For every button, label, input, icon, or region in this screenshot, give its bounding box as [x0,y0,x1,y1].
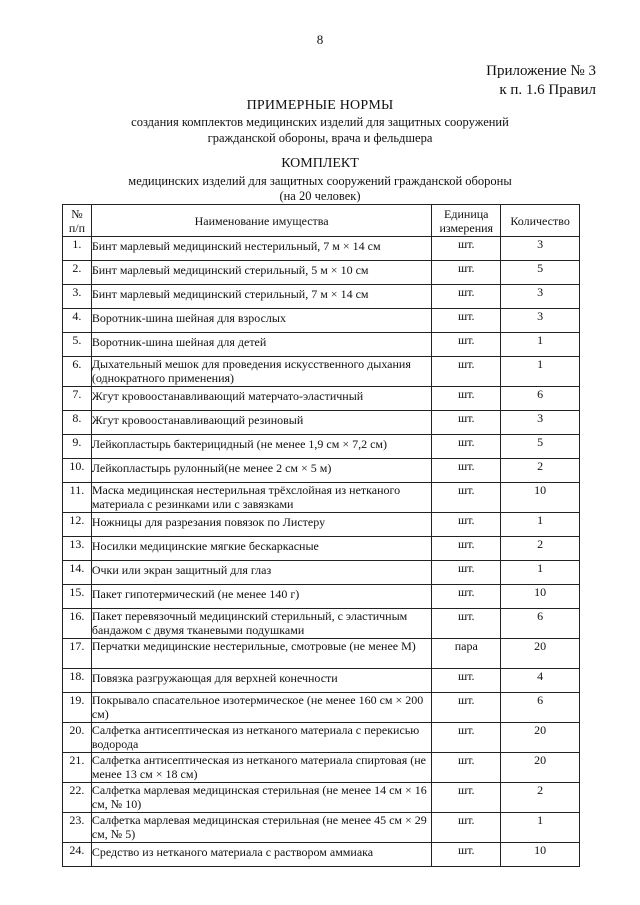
row-quantity: 1 [501,813,580,843]
table-row [63,639,580,669]
row-unit: шт. [432,537,501,561]
document-subtitle-line-2: гражданской обороны, врача и фельдшера [207,131,433,145]
row-item-name: Носилки медицинские мягкие бескаркасные [91,537,432,561]
row-number: 21. [63,753,92,783]
row-number: 13. [63,537,92,561]
table-row [63,483,580,513]
row-item-name: Салфетка марлевая медицинская стерильная (не менее 14 см × 16 см, № 10) [91,783,432,813]
row-number: 15. [63,585,92,609]
row-quantity: 2 [501,783,580,813]
row-item-name: Перчатки медицинские нестерильные, смотровые (не менее М) [91,639,432,669]
row-number: 17. [63,639,92,669]
row-unit: шт. [432,843,501,867]
row-quantity: 20 [501,753,580,783]
row-quantity: 10 [501,483,580,513]
table-body [63,237,580,867]
row-number: 4. [63,309,92,333]
row-quantity: 2 [501,537,580,561]
row-item-name: Жгут кровоостанавливающий матерчато-эластичный [91,387,432,411]
table-row [63,783,580,813]
header-name: Наименование имущества [91,205,432,237]
row-number: 7. [63,387,92,411]
row-quantity: 20 [501,723,580,753]
table-header-row [63,205,580,237]
row-number: 9. [63,435,92,459]
table-row [63,585,580,609]
table-row [63,459,580,483]
table-row [63,669,580,693]
row-unit: пара [432,639,501,669]
table-row [63,843,580,867]
table-row [63,723,580,753]
row-number: 20. [63,723,92,753]
table-row [63,537,580,561]
row-unit: шт. [432,333,501,357]
row-unit: шт. [432,669,501,693]
row-quantity: 1 [501,333,580,357]
kit-subtitle [0,174,640,204]
table-row [63,813,580,843]
header-unit [432,205,501,237]
row-unit: шт. [432,261,501,285]
row-unit: шт. [432,813,501,843]
row-quantity: 3 [501,309,580,333]
appendix-line-1: Приложение № 3 [486,63,596,79]
row-quantity: 10 [501,585,580,609]
row-number: 16. [63,609,92,639]
kit-subtitle-line-1: медицинских изделий для защитных сооружений гражданской обороны [128,174,512,188]
row-unit: шт. [432,459,501,483]
row-item-name: Бинт марлевый медицинский стерильный, 5 м × 10 см [91,261,432,285]
page-number: 8 [316,32,324,47]
row-unit: шт. [432,609,501,639]
row-item-name: Маска медицинская нестерильная трёхслойная из нетканого материала с резинками или с завязками [91,483,432,513]
row-item-name: Покрывало спасательное изотермическое (не менее 160 см × 200 см) [91,693,432,723]
table-row [63,693,580,723]
row-item-name: Жгут кровоостанавливающий резиновый [91,411,432,435]
row-unit: шт. [432,285,501,309]
row-item-name: Пакет гипотермический (не менее 140 г) [91,585,432,609]
table-row [63,513,580,537]
row-number: 10. [63,459,92,483]
row-item-name: Салфетка антисептическая из нетканого материала спиртовая (не менее 13 см × 18 см) [91,753,432,783]
table-row [63,609,580,639]
appendix-line-2: к п. 1.6 Правил [499,82,596,98]
kit-title: КОМПЛЕКТ [281,156,359,171]
kit-subtitle-line-2: (на 20 человек) [279,189,361,203]
row-unit: шт. [432,723,501,753]
row-unit: шт. [432,309,501,333]
header-number [63,205,92,237]
row-number: 2. [63,261,92,285]
row-quantity: 5 [501,435,580,459]
table-row [63,387,580,411]
table-row [63,435,580,459]
header-unit-line-2: измерения [439,220,494,235]
row-unit: шт. [432,237,501,261]
row-number: 12. [63,513,92,537]
row-item-name: Салфетка антисептическая из нетканого материала с перекисью водорода [91,723,432,753]
row-quantity: 3 [501,285,580,309]
row-quantity: 10 [501,843,580,867]
row-unit: шт. [432,693,501,723]
row-item-name: Воротник-шина шейная для взрослых [91,309,432,333]
row-item-name: Бинт марлевый медицинский стерильный, 7 м × 14 см [91,285,432,309]
document-subtitle-line-1: создания комплектов медицинских изделий для защитных сооружений [131,115,509,129]
table-row [63,753,580,783]
row-number: 5. [63,333,92,357]
row-number: 22. [63,783,92,813]
table-row [63,237,580,261]
row-item-name: Очки или экран защитный для глаз [91,561,432,585]
row-quantity: 5 [501,261,580,285]
appendix-reference [486,62,596,100]
row-quantity: 4 [501,669,580,693]
row-item-name: Средство из нетканого материала с раствором аммиака [91,843,432,867]
row-unit: шт. [432,435,501,459]
row-quantity: 1 [501,513,580,537]
row-item-name: Салфетка марлевая медицинская стерильная (не менее 45 см × 29 см, № 5) [91,813,432,843]
row-number: 19. [63,693,92,723]
row-unit: шт. [432,513,501,537]
row-unit: шт. [432,357,501,387]
table-row [63,561,580,585]
header-number-line-2: п/п [68,220,86,235]
row-unit: шт. [432,387,501,411]
row-quantity: 1 [501,357,580,387]
row-unit: шт. [432,585,501,609]
row-unit: шт. [432,561,501,585]
row-number: 18. [63,669,92,693]
row-item-name: Воротник-шина шейная для детей [91,333,432,357]
row-unit: шт. [432,783,501,813]
row-quantity: 6 [501,609,580,639]
row-unit: шт. [432,411,501,435]
table-row [63,309,580,333]
header-quantity: Количество [501,205,580,237]
row-number: 8. [63,411,92,435]
table-row [63,357,580,387]
row-item-name: Лейкопластырь рулонный(не менее 2 см × 5 м) [91,459,432,483]
document-subtitle [0,114,640,146]
table-row [63,333,580,357]
items-table [62,204,580,867]
row-number: 3. [63,285,92,309]
row-item-name: Пакет перевязочный медицинский стерильный, с эластичным бандажом с двумя тканевыми подушками [91,609,432,639]
row-number: 6. [63,357,92,387]
row-item-name: Бинт марлевый медицинский нестерильный, 7 м × 14 см [91,237,432,261]
row-number: 14. [63,561,92,585]
row-quantity: 3 [501,237,580,261]
row-unit: шт. [432,483,501,513]
row-unit: шт. [432,753,501,783]
row-number: 1. [63,237,92,261]
table-row [63,285,580,309]
row-quantity: 2 [501,459,580,483]
row-quantity: 6 [501,693,580,723]
row-item-name: Дыхательный мешок для проведения искусственного дыхания (однократного применения) [91,357,432,387]
row-item-name: Ножницы для разрезания повязок по Листеру [91,513,432,537]
row-item-name: Повязка разгружающая для верхней конечности [91,669,432,693]
header-unit-line-1: Единица [444,206,489,221]
table-row [63,411,580,435]
row-quantity: 20 [501,639,580,669]
row-quantity: 6 [501,387,580,411]
document-title: ПРИМЕРНЫЕ НОРМЫ [246,98,394,113]
row-number: 11. [63,483,92,513]
row-quantity: 3 [501,411,580,435]
row-quantity: 1 [501,561,580,585]
row-number: 24. [63,843,92,867]
row-item-name: Лейкопластырь бактерицидный (не менее 1,9 см × 7,2 см) [91,435,432,459]
header-number-line-1: № [71,206,83,221]
table-row [63,261,580,285]
row-number: 23. [63,813,92,843]
